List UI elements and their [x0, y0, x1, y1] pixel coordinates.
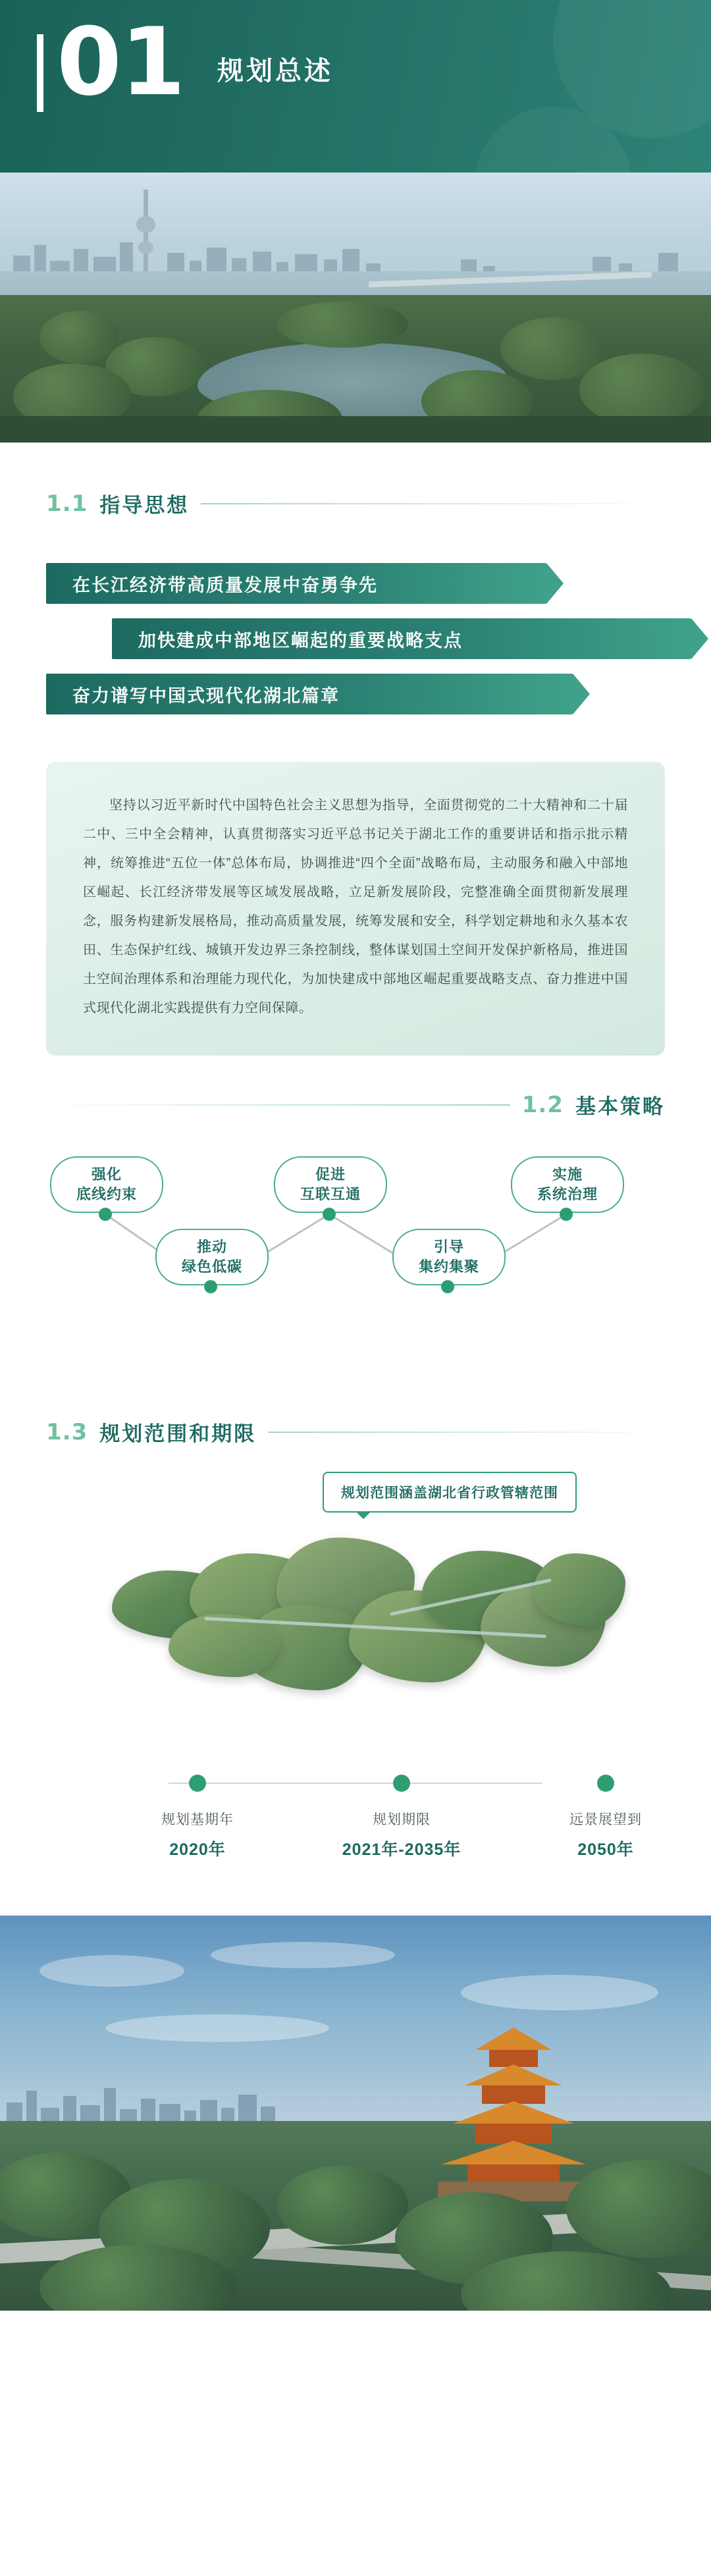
hubei-map-figure [46, 1466, 665, 1743]
strategy-line-1: 促进 [315, 1166, 346, 1183]
strategy-line-1: 引导 [433, 1239, 464, 1255]
section-1-1-heading [46, 489, 665, 518]
section-1-2-title: 基本策略 [575, 1095, 665, 1118]
timeline-item-period [329, 1773, 474, 1860]
strategy-node-dot [204, 1280, 217, 1293]
slogan-banner [46, 563, 546, 604]
timeline-value: 2050年 [577, 1840, 634, 1859]
timeline-item-vision [533, 1773, 678, 1860]
strategy-item-4[interactable] [392, 1229, 506, 1285]
heading-rule [201, 503, 665, 504]
strategy-zigzag-diagram [46, 1142, 665, 1359]
strategy-line-2: 底线约束 [76, 1186, 137, 1202]
section-1-3-number: 1.3 [46, 1418, 88, 1445]
slogan-text: 在长江经济带高质量发展中奋勇争先 [72, 575, 378, 595]
strategy-node-dot [441, 1280, 454, 1293]
section-1-2-number: 1.2 [521, 1091, 564, 1118]
section-1-1 [0, 443, 711, 714]
strategy-item-5[interactable] [511, 1156, 624, 1213]
timeline-label: 远景展望到 [569, 1812, 642, 1827]
guiding-ideology-card [46, 762, 665, 1056]
hubei-province-map [112, 1527, 625, 1718]
slogan-list [46, 563, 665, 714]
slogan-arrow-icon [546, 563, 564, 604]
timeline-dot [597, 1775, 614, 1792]
hero-foreground [0, 416, 711, 443]
timeline-dot [189, 1775, 206, 1792]
chapter-title: 规划总述 [217, 57, 333, 86]
heading-rule [268, 1432, 665, 1433]
strategy-line-2: 集约集聚 [418, 1258, 479, 1275]
timeline-label: 规划基期年 [161, 1812, 234, 1827]
slogan-arrow-icon [573, 674, 590, 714]
section-1-3 [0, 1359, 711, 1872]
section-1-2-heading [46, 1090, 665, 1119]
section-1-3-heading [46, 1417, 665, 1447]
section-1-3-title: 规划范围和期限 [99, 1422, 257, 1445]
yellow-crane-tower-landmark [421, 2027, 606, 2199]
slogan-banner [112, 618, 691, 659]
strategy-line-2: 绿色低碳 [181, 1258, 242, 1275]
slogan-text: 加快建成中部地区崛起的重要战略支点 [138, 630, 463, 651]
planning-timeline [125, 1773, 642, 1872]
hero-image-city-aerial [0, 173, 711, 443]
strategy-line-1: 强化 [91, 1166, 122, 1183]
strategy-item-1[interactable] [50, 1156, 163, 1213]
strategy-line-2: 系统治理 [537, 1186, 598, 1202]
strategy-item-2[interactable] [155, 1229, 269, 1285]
strategy-line-2: 互联互通 [300, 1186, 361, 1202]
header-accent-bar [37, 34, 43, 112]
strategy-node-dot [560, 1208, 573, 1221]
strategy-item-3[interactable] [274, 1156, 387, 1213]
hero-image-yellow-crane-tower [0, 1916, 711, 2311]
slogan-arrow-icon [691, 618, 708, 659]
strategy-node-dot [323, 1208, 336, 1221]
slogan-text: 奋力谱写中国式现代化湖北篇章 [72, 685, 340, 706]
heading-rule [46, 1104, 510, 1106]
timeline-label: 规划期限 [373, 1812, 431, 1827]
section-1-1-number: 1.1 [46, 490, 88, 517]
slogan-banner [46, 674, 573, 714]
section-1-1-title: 指导思想 [99, 494, 190, 517]
strategy-node-dot [99, 1208, 112, 1221]
timeline-value: 2021年-2035年 [342, 1840, 461, 1859]
timeline-value: 2020年 [169, 1840, 226, 1859]
chapter-header [0, 0, 711, 173]
strategy-line-1: 推动 [196, 1239, 227, 1255]
section-1-2 [0, 1056, 711, 1359]
strategy-line-1: 实施 [552, 1166, 583, 1183]
guiding-ideology-paragraph: 坚持以习近平新时代中国特色社会主义思想为指导，全面贯彻党的二十大精神和二十届二中、三中全会精神，认真贯彻落实习近平总书记关于湖北工作的重要讲话和指示批示精神，统筹推进“五位一体”总体布局，协调推进“四个全面”战略布局，主动服务和融入中部地区崛起、长江经济带发展等区域发展战略，立足新发展阶段，完整准确全面贯彻新发展理念，服务构建新发展格局，推动高质量发展，统筹发展和安全，科学划定耕地和永久基本农田、生态保护红线、城镇开发边界三条控制线，整体谋划国土空间开发保护新格局，推进国土空间治理体系和治理能力现代化，为加快建成中部地区崛起重要战略支点、奋力推进中国式现代化湖北实践提供有力空间保障。 [83, 798, 628, 1015]
chapter-number: 01 [57, 8, 184, 117]
map-callout-label: 规划范围涵盖湖北省行政管辖范围 [323, 1472, 577, 1513]
timeline-item-base-year [125, 1773, 270, 1860]
timeline-dot [393, 1775, 410, 1792]
